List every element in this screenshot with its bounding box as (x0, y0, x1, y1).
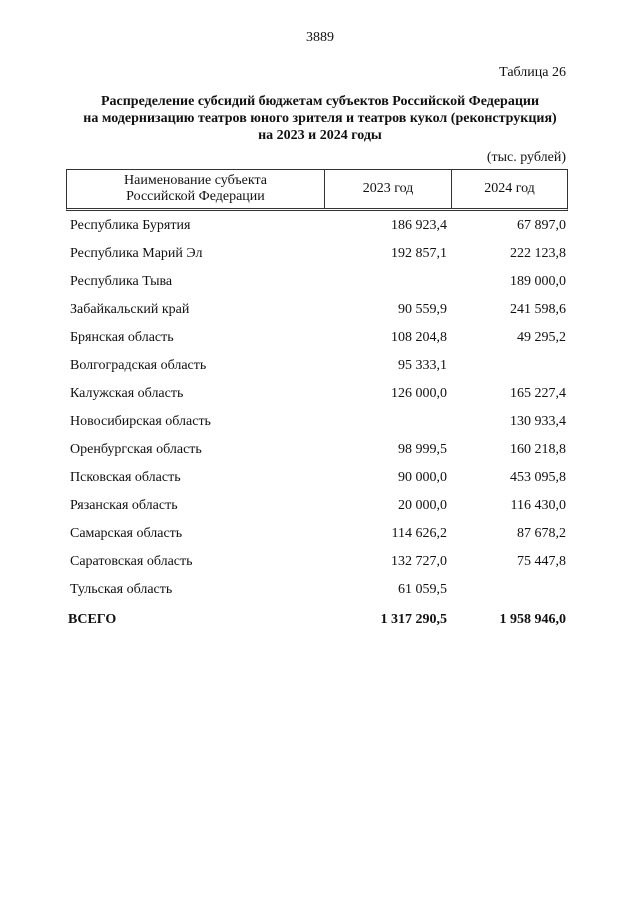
total-2024: 1 958 946,0 (499, 612, 566, 627)
table-body (66, 212, 568, 604)
table-row (66, 408, 568, 436)
title-line-3: на 2023 и 2024 годы (258, 128, 382, 143)
table-row (66, 576, 568, 604)
header-name-line-1: Наименование субъекта (124, 173, 267, 188)
value-2024: 49 295,2 (517, 330, 566, 345)
table-row (66, 464, 568, 492)
region-name: Саратовская область (70, 554, 193, 569)
table-row (66, 492, 568, 520)
value-2023: 108 204,8 (391, 330, 447, 345)
value-2024: 116 430,0 (510, 498, 566, 513)
region-name: Республика Тыва (70, 274, 173, 289)
total-row (66, 606, 568, 634)
value-2024: 67 897,0 (517, 218, 566, 233)
header-2024: 2024 год (484, 181, 535, 196)
total-label: ВСЕГО (68, 612, 117, 627)
table-label: Таблица 26 (499, 65, 566, 80)
value-2023: 114 626,2 (391, 526, 447, 541)
table-row (66, 240, 568, 268)
region-name: Тульская область (70, 582, 173, 597)
table-row (66, 380, 568, 408)
region-name: Самарская область (70, 526, 183, 541)
region-name: Республика Марий Эл (70, 246, 203, 261)
region-name: Забайкальский край (70, 302, 190, 317)
value-2024: 222 123,8 (510, 246, 566, 261)
header-name-line-2: Российской Федерации (126, 189, 265, 204)
table-row (66, 296, 568, 324)
table-header (66, 169, 568, 211)
value-2024: 130 933,4 (510, 414, 566, 429)
header-region-name (67, 170, 325, 208)
units-label: (тыс. рублей) (486, 150, 566, 165)
table-row (66, 436, 568, 464)
region-name: Республика Бурятия (70, 218, 191, 233)
table-row (66, 352, 568, 380)
region-name: Псковская область (70, 470, 181, 485)
title-line-1: Распределение субсидий бюджетам субъектов Российской Федерации (100, 94, 540, 109)
table-row (66, 520, 568, 548)
value-2023: 126 000,0 (391, 386, 447, 401)
table-row (66, 548, 568, 576)
region-name: Волгоградская область (70, 358, 207, 373)
value-2023: 132 727,0 (391, 554, 447, 569)
region-name: Оренбургская область (70, 442, 202, 457)
region-name: Калужская область (70, 386, 184, 401)
total-2023: 1 317 290,5 (380, 612, 447, 627)
title-line-2: на модернизацию театров юного зрителя и театров кукол (реконструкция) (83, 111, 557, 126)
value-2023: 90 559,9 (398, 302, 447, 317)
value-2024: 75 447,8 (517, 554, 566, 569)
table-title (60, 93, 580, 144)
header-2023: 2023 год (325, 170, 452, 208)
value-2023: 192 857,1 (391, 246, 447, 261)
value-2024: 165 227,4 (510, 386, 566, 401)
region-name: Новосибирская область (70, 414, 211, 429)
region-name: Брянская область (70, 330, 174, 345)
page-number: 3889 (306, 30, 334, 45)
value-2024: 189 000,0 (510, 274, 566, 289)
value-2023: 20 000,0 (398, 498, 447, 513)
value-2023: 98 999,5 (398, 442, 447, 457)
table-row (66, 212, 568, 240)
value-2024: 87 678,2 (517, 526, 566, 541)
value-2023: 95 333,1 (398, 358, 447, 373)
value-2024: 241 598,6 (510, 302, 566, 317)
value-2023: 186 923,4 (391, 218, 447, 233)
table-row (66, 324, 568, 352)
table-row (66, 268, 568, 296)
value-2023: 61 059,5 (398, 582, 447, 597)
value-2023: 90 000,0 (398, 470, 447, 485)
value-2024: 160 218,8 (510, 442, 566, 457)
value-2024: 453 095,8 (510, 470, 566, 485)
region-name: Рязанская область (70, 498, 178, 513)
